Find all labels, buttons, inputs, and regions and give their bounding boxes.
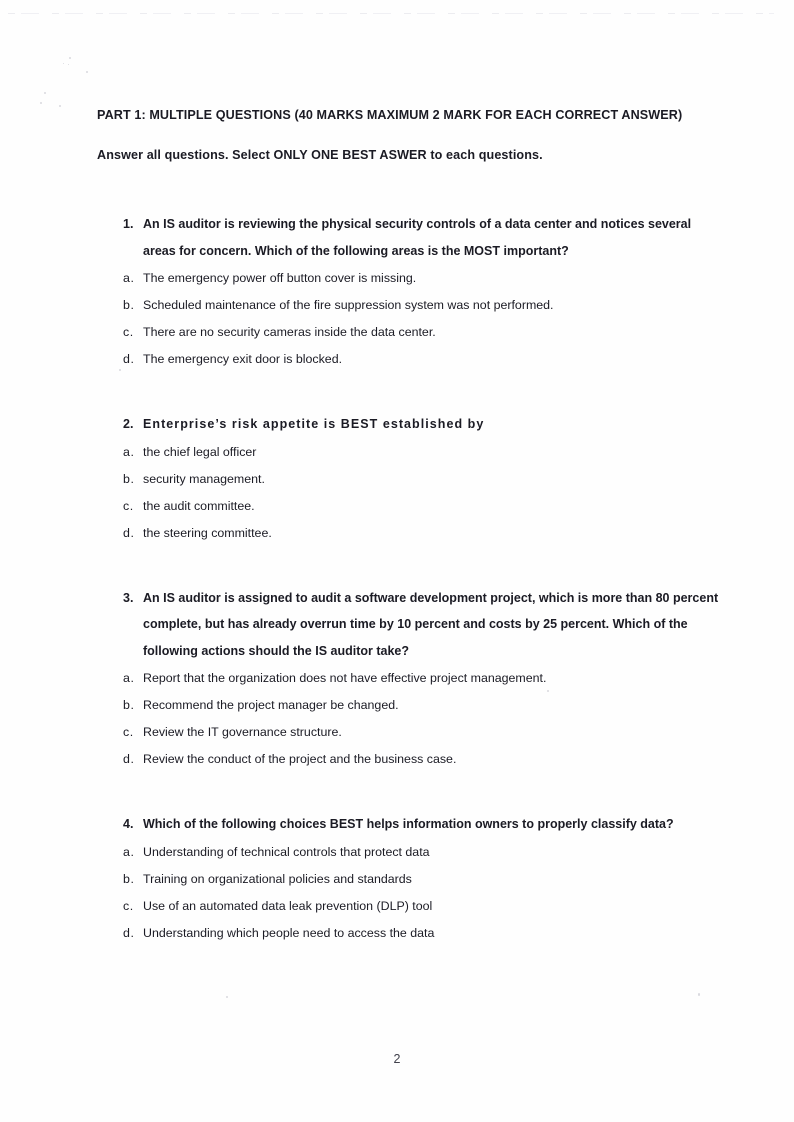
option-text: security management. [143,471,265,486]
option-text: Training on organizational policies and standards [143,871,412,886]
option-text: the audit committee. [143,498,255,513]
option-text: Scheduled maintenance of the fire suppression system was not performed. [143,298,554,313]
option-row[interactable] [97,466,725,493]
document-body [97,108,725,947]
option-row[interactable] [97,319,725,346]
option-letter: d. [123,352,135,367]
option-text: There are no security cameras inside the data center. [143,325,436,340]
option-row[interactable] [97,692,725,719]
option-text: Understanding which people need to access the data [143,925,435,940]
scan-speck [59,105,61,107]
question-number: 1. [123,217,134,232]
option-text: the chief legal officer [143,444,257,459]
option-letter: c. [123,725,134,740]
option-letter: b. [123,871,135,886]
option-list [97,265,725,373]
question-text: An IS auditor is assigned to audit a software development project, which is more than 80 percent complete, but has already overrun time by 10 percent and costs by 25 percent. Which of the following actions should the IS auditor take? [143,590,719,658]
question-block [97,585,725,774]
option-text: The emergency exit door is blocked. [143,352,343,367]
option-row[interactable] [97,665,725,692]
option-row[interactable] [97,520,725,547]
question-stem [97,811,725,838]
header-block [97,108,725,163]
option-letter: b. [123,298,135,313]
option-letter: a. [123,671,135,686]
option-letter: c. [123,898,134,913]
question-number: 4. [123,817,134,832]
option-letter: a. [123,444,135,459]
page-number: 2 [393,1052,401,1066]
scan-speck [44,92,46,94]
question-block [97,211,725,373]
option-letter: b. [123,471,135,486]
option-row[interactable] [97,893,725,920]
question-stem [97,585,725,665]
option-row[interactable] [97,920,725,947]
option-row[interactable] [97,265,725,292]
scan-speck [68,64,69,65]
option-list [97,439,725,547]
scan-speck [40,102,42,104]
option-row[interactable] [97,346,725,373]
question-stem [97,411,725,438]
scan-speck [63,63,64,64]
option-letter: d. [123,925,135,940]
question-text: Enterprise’s risk appetite is BEST established by [143,417,485,432]
option-text: Understanding of technical controls that protect data [143,844,430,859]
question-text: An IS auditor is reviewing the physical security controls of a data center and notices several areas for concern. Which of the following areas is the MOST important? [143,217,692,258]
scan-speck [86,71,88,73]
question-number: 3. [123,590,134,605]
option-text: The emergency power off button cover is missing. [143,271,417,286]
option-letter: c. [123,325,134,340]
scan-artifact-line [8,13,774,14]
question-block [97,411,725,547]
option-row[interactable] [97,292,725,319]
question-block [97,811,725,947]
option-letter: c. [123,498,134,513]
question-list [97,211,725,947]
part-title: PART 1: MULTIPLE QUESTIONS (40 MARKS MAXIMUM 2 MARK FOR EACH CORRECT ANSWER) [97,108,683,122]
option-letter: d. [123,752,135,767]
option-text: Review the IT governance structure. [143,725,342,740]
scan-speck [69,57,71,59]
option-text: Report that the organization does not have effective project management. [143,671,547,686]
option-row[interactable] [97,719,725,746]
option-letter: d. [123,525,135,540]
option-letter: a. [123,844,135,859]
question-stem [97,211,725,264]
question-text: Which of the following choices BEST helps information owners to properly classify data? [143,817,674,832]
option-row[interactable] [97,866,725,893]
option-text: the steering committee. [143,525,272,540]
option-letter: b. [123,698,135,713]
instructions: Answer all questions. Select ONLY ONE BEST ASWER to each questions. [97,147,543,162]
option-list [97,665,725,773]
option-row[interactable] [97,746,725,773]
option-letter: a. [123,271,135,286]
scan-speck [226,996,228,998]
option-row[interactable] [97,439,725,466]
question-number: 2. [123,417,134,432]
option-text: Review the conduct of the project and the business case. [143,752,457,767]
option-text: Recommend the project manager be changed. [143,698,399,713]
option-text: Use of an automated data leak prevention (DLP) tool [143,898,433,913]
option-row[interactable] [97,839,725,866]
option-list [97,839,725,947]
option-row[interactable] [97,493,725,520]
scan-speck [698,993,700,996]
